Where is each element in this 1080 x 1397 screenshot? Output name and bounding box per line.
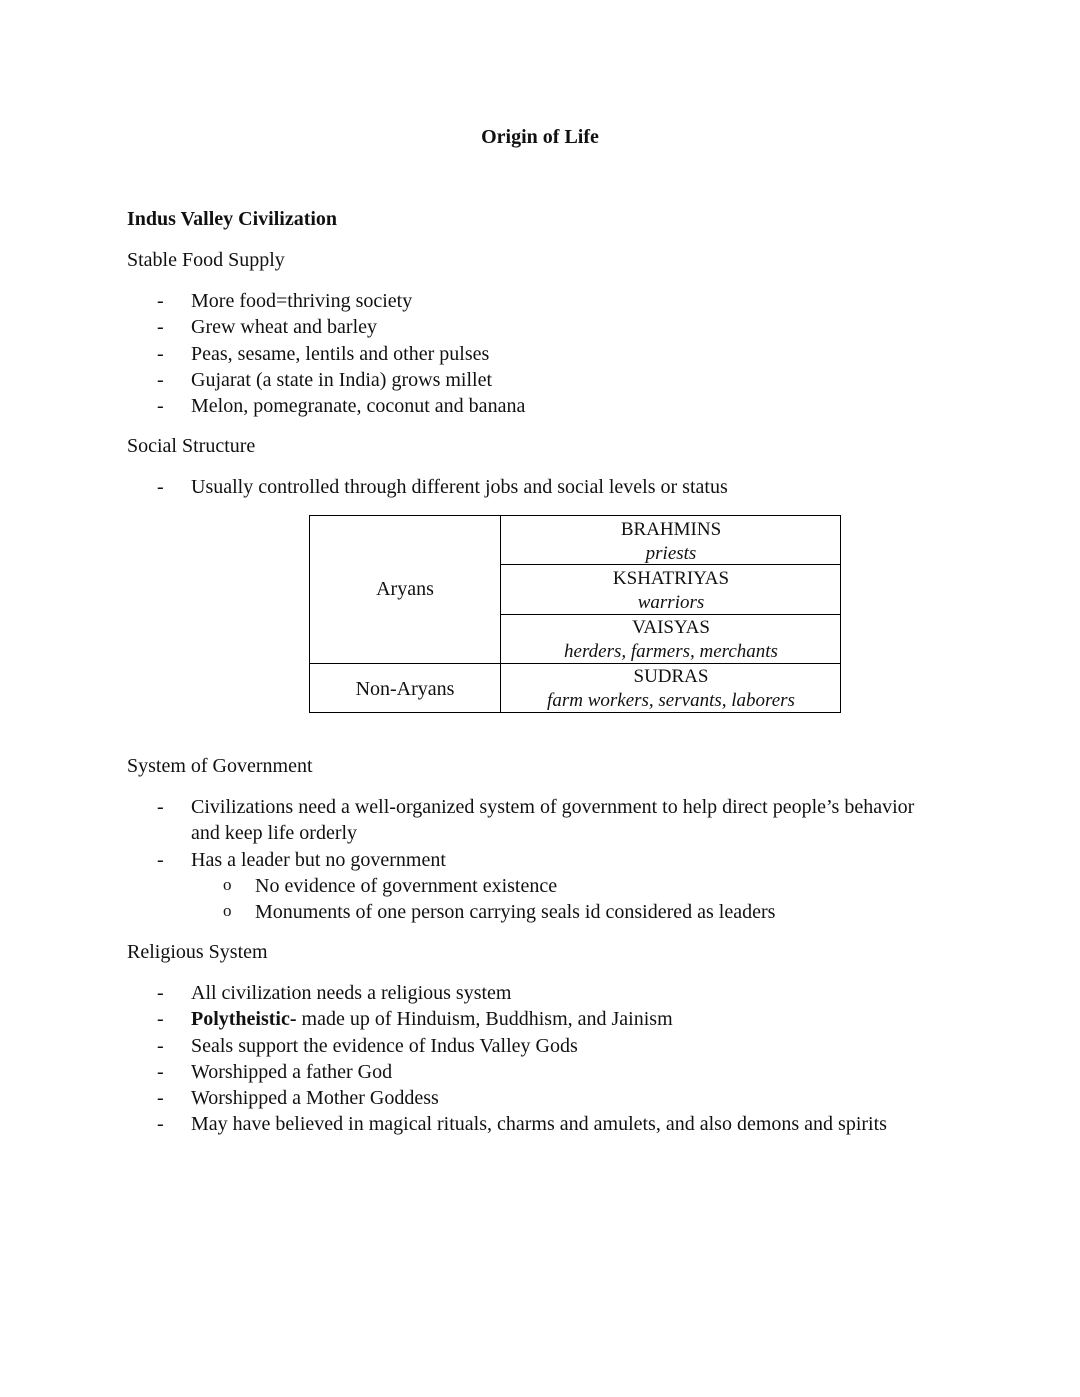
caste-name: BRAHMINS — [620, 519, 722, 540]
list-item: - Civilizations need a well-organized system of government to help direct people’s behavior and keep life orderly — [157, 796, 915, 845]
government-title: System of Government — [127, 755, 313, 777]
caste-role: herders, farmers, merchants — [564, 641, 778, 662]
government-list — [127, 794, 914, 925]
list-item: o No evidence of government existence — [223, 874, 558, 897]
list-item: - Seals support the evidence of Indus Valley Gods — [157, 1034, 578, 1057]
caste-role: farm workers, servants, laborers — [547, 690, 795, 711]
caste-table — [309, 515, 841, 713]
list-item: - All civilization needs a religious system — [157, 982, 512, 1004]
list-item: - Worshipped a Mother Goddess — [157, 1087, 439, 1110]
list-item: - May have believed in magical rituals, charms and amulets, and also demons and spirits — [157, 1113, 887, 1136]
list-item: - Peas, sesame, lentils and other pulses — [157, 342, 490, 365]
caste-cell — [500, 616, 842, 664]
caste-role: warriors — [637, 592, 705, 613]
list-item: - More food=thriving society — [157, 290, 413, 312]
caste-cell — [500, 567, 842, 615]
caste-name: VAISYAS — [632, 617, 710, 638]
caste-name: SUDRAS — [633, 666, 709, 687]
section-heading: Indus Valley Civilization — [127, 208, 338, 230]
list-item: - Usually controlled through different jobs and social levels or status — [157, 476, 728, 498]
list-item: o Monuments of one person carrying seals id considered as leaders — [223, 901, 776, 924]
caste-cell — [500, 665, 842, 713]
social-structure-title: Social Structure — [127, 435, 256, 457]
list-item: - Grew wheat and barley — [157, 316, 378, 339]
page-title: Origin of Life — [481, 126, 599, 148]
list-item: - Gujarat (a state in India) grows millet — [157, 368, 493, 391]
list-item: - Polytheistic- made up of Hinduism, Buddhism, and Jainism — [157, 1008, 673, 1031]
caste-role: priests — [645, 543, 697, 564]
caste-group-aryans: Aryans — [376, 578, 434, 600]
religion-title: Religious System — [127, 941, 268, 963]
government-sublist — [191, 873, 914, 926]
food-supply-title: Stable Food Supply — [127, 249, 285, 271]
caste-group-non-aryans: Non-Aryans — [355, 678, 455, 700]
caste-name: KSHATRIYAS — [612, 568, 730, 589]
caste-cell — [500, 518, 842, 566]
social-structure-list — [127, 474, 728, 500]
list-item: - Melon, pomegranate, coconut and banana — [157, 395, 526, 418]
food-supply-list — [127, 288, 525, 419]
list-item: - Has a leader but no government o No evidence of government existence o Monuments of one person carrying seals id considered as leaders — [127, 847, 914, 926]
religion-list — [127, 980, 887, 1138]
list-item: - Worshipped a father God — [157, 1060, 393, 1083]
